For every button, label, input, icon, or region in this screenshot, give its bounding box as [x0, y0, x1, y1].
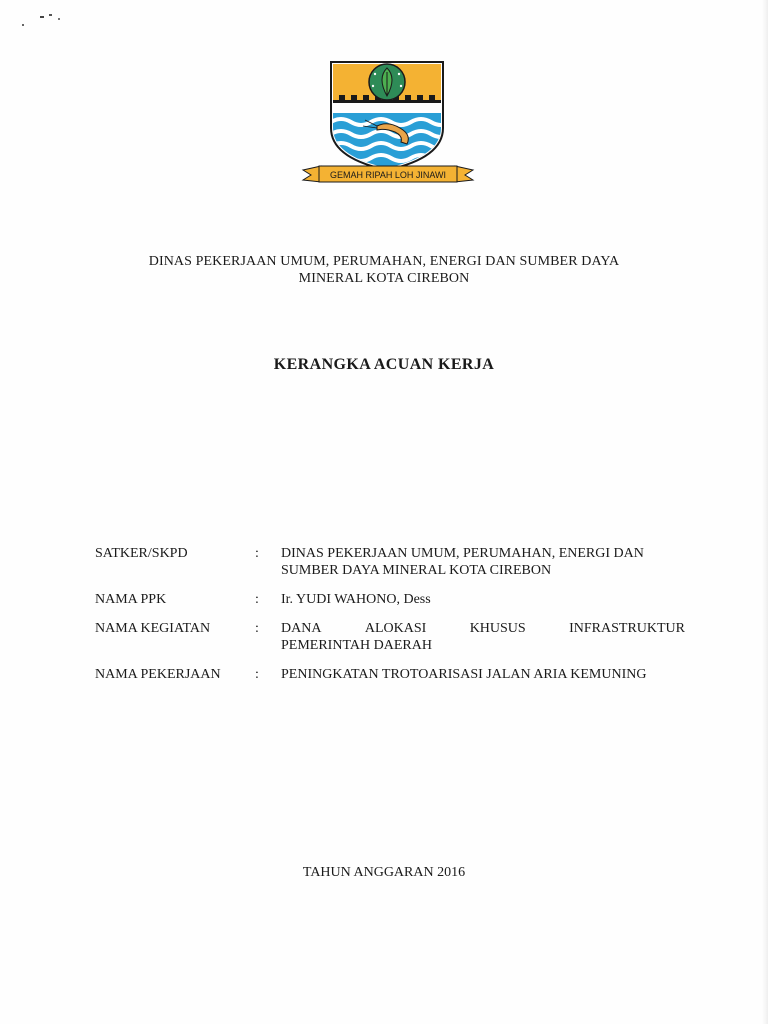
- info-value-word: INFRASTRUKTUR: [569, 621, 685, 636]
- agency-heading: [0, 253, 768, 287]
- info-row-satker: [95, 545, 685, 579]
- cirebon-coat-of-arms-icon: [293, 58, 483, 186]
- info-label: NAMA PEKERJAAN: [95, 667, 221, 682]
- info-value: [281, 666, 685, 683]
- info-label: NAMA KEGIATAN: [95, 621, 211, 636]
- info-colon: :: [255, 667, 259, 682]
- info-value: [281, 620, 685, 654]
- info-table: [95, 545, 685, 695]
- scan-artifact-marks: [18, 10, 68, 35]
- info-value-word: KHUSUS: [469, 621, 526, 636]
- info-value: [281, 591, 685, 608]
- agency-line-2: MINERAL KOTA CIREBON: [298, 271, 470, 286]
- info-value-word: ALOKASI: [364, 621, 427, 636]
- city-emblem: [293, 58, 483, 186]
- info-row-ppk: [95, 591, 685, 608]
- info-label: NAMA PPK: [95, 592, 167, 607]
- motto-text: GEMAH RIPAH LOH JINAWI: [329, 170, 447, 180]
- info-value-line: SUMBER DAYA MINERAL KOTA CIREBON: [281, 563, 552, 578]
- info-value-line: PENINGKATAN TROTOARISASI JALAN ARIA KEMUNING: [281, 667, 647, 682]
- info-colon: :: [255, 621, 259, 636]
- info-value: [281, 545, 685, 579]
- scan-edge-shadow: [762, 0, 768, 1024]
- info-value-line: PEMERINTAH DAERAH: [281, 638, 432, 653]
- info-colon: :: [255, 592, 259, 607]
- info-colon: :: [255, 546, 259, 561]
- info-row-pekerjaan: [95, 666, 685, 683]
- info-label: SATKER/SKPD: [95, 546, 188, 561]
- info-value-word: DANA: [281, 621, 322, 636]
- info-row-kegiatan: [95, 620, 685, 654]
- info-value-line: Ir. YUDI WAHONO, Dess: [281, 592, 431, 607]
- info-value-line: DINAS PEKERJAAN UMUM, PERUMAHAN, ENERGI DAN: [281, 546, 644, 561]
- agency-line-1: DINAS PEKERJAAN UMUM, PERUMAHAN, ENERGI DAN SUMBER DAYA: [148, 254, 620, 269]
- document-title: KERANGKA ACUAN KERJA: [273, 356, 495, 373]
- budget-year: TAHUN ANGGARAN 2016: [302, 865, 466, 880]
- info-value-line: [281, 620, 685, 637]
